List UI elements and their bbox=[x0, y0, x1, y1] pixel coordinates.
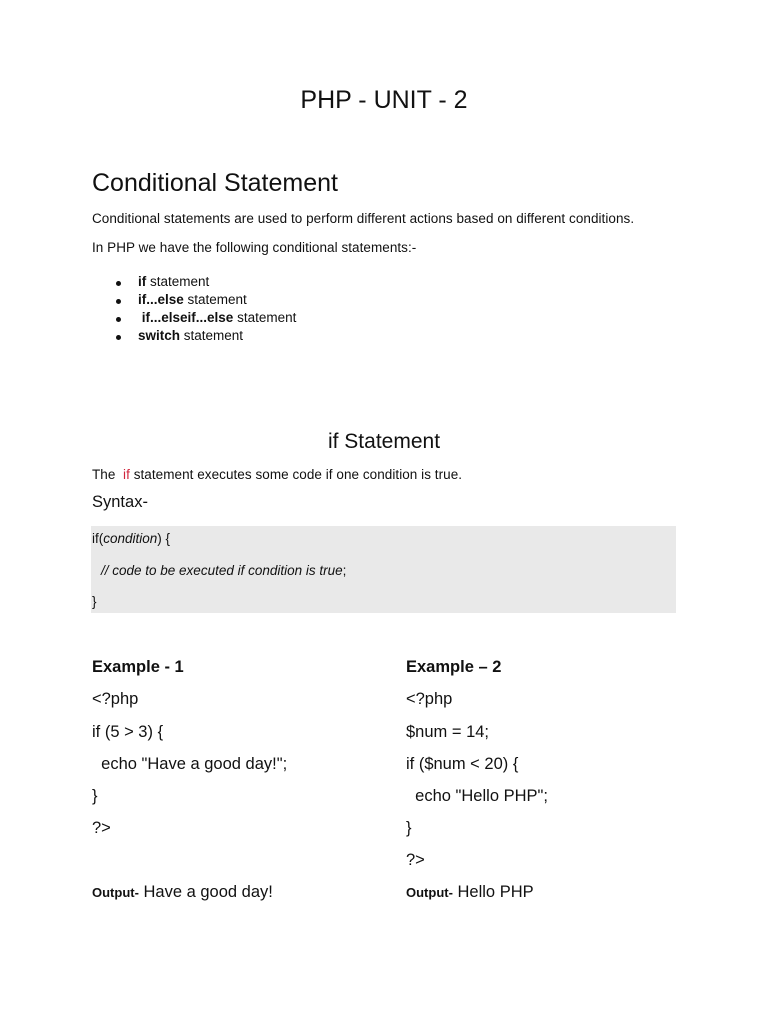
list-item-text: statement bbox=[183, 292, 247, 307]
desc-post: statement executes some code if one condition is true. bbox=[129, 467, 463, 482]
syntax-comment: // code to be executed if condition is true bbox=[101, 563, 343, 578]
syntax-text: ) { bbox=[157, 531, 171, 546]
syntax-text: if( bbox=[92, 531, 104, 546]
syntax-line-2 bbox=[101, 563, 346, 578]
example-2-heading: Example – 2 bbox=[406, 658, 502, 676]
code-line: ?> bbox=[406, 851, 425, 869]
if-keyword: if bbox=[123, 467, 130, 482]
output-label: Output- bbox=[406, 885, 453, 900]
list-item-text: statement bbox=[146, 274, 210, 289]
conditional-list bbox=[114, 273, 296, 345]
example-2-output bbox=[406, 883, 534, 902]
syntax-line-3: } bbox=[92, 594, 97, 609]
list-item-keyword: if...else bbox=[138, 292, 184, 307]
code-line: if ($num < 20) { bbox=[406, 755, 519, 773]
code-line: echo "Have a good day!"; bbox=[92, 755, 288, 773]
example-1-output bbox=[92, 883, 273, 902]
page-title: PHP - UNIT - 2 bbox=[300, 86, 468, 114]
output-value: Have a good day! bbox=[138, 883, 273, 901]
output-value: Hello PHP bbox=[452, 883, 534, 901]
conditional-heading: Conditional Statement bbox=[92, 169, 338, 197]
syntax-code-block bbox=[91, 526, 676, 613]
output-label: Output- bbox=[92, 885, 139, 900]
syntax-label: Syntax- bbox=[92, 493, 148, 511]
if-statement-description bbox=[92, 467, 462, 482]
list-item bbox=[114, 327, 296, 345]
list-item-keyword: switch bbox=[138, 328, 181, 343]
code-line: ?> bbox=[92, 819, 111, 837]
desc-pre: The bbox=[92, 467, 120, 482]
list-item-text: statement bbox=[233, 310, 297, 325]
code-line: echo "Hello PHP"; bbox=[406, 787, 548, 805]
code-line: $num = 14; bbox=[406, 723, 490, 741]
list-item-text: statement bbox=[180, 328, 244, 343]
syntax-italic: condition bbox=[103, 531, 158, 546]
list-item bbox=[114, 309, 296, 327]
example-1-heading: Example - 1 bbox=[92, 658, 184, 676]
if-statement-heading: if Statement bbox=[327, 430, 441, 453]
code-line: if (5 > 3) { bbox=[92, 723, 164, 741]
conditional-intro: Conditional statements are used to perform different actions based on different conditions. bbox=[92, 211, 635, 226]
code-line: } bbox=[406, 819, 412, 837]
list-item-keyword: if...elseif...else bbox=[138, 310, 234, 325]
list-item-keyword: if bbox=[138, 274, 147, 289]
syntax-text: ; bbox=[342, 563, 347, 578]
list-item bbox=[114, 273, 296, 291]
syntax-line-1 bbox=[92, 531, 170, 546]
code-line: <?php bbox=[406, 690, 453, 708]
conditional-lead: In PHP we have the following conditional statements:- bbox=[92, 240, 417, 255]
list-item bbox=[114, 291, 296, 309]
code-line: } bbox=[92, 787, 98, 805]
code-line: <?php bbox=[92, 690, 139, 708]
